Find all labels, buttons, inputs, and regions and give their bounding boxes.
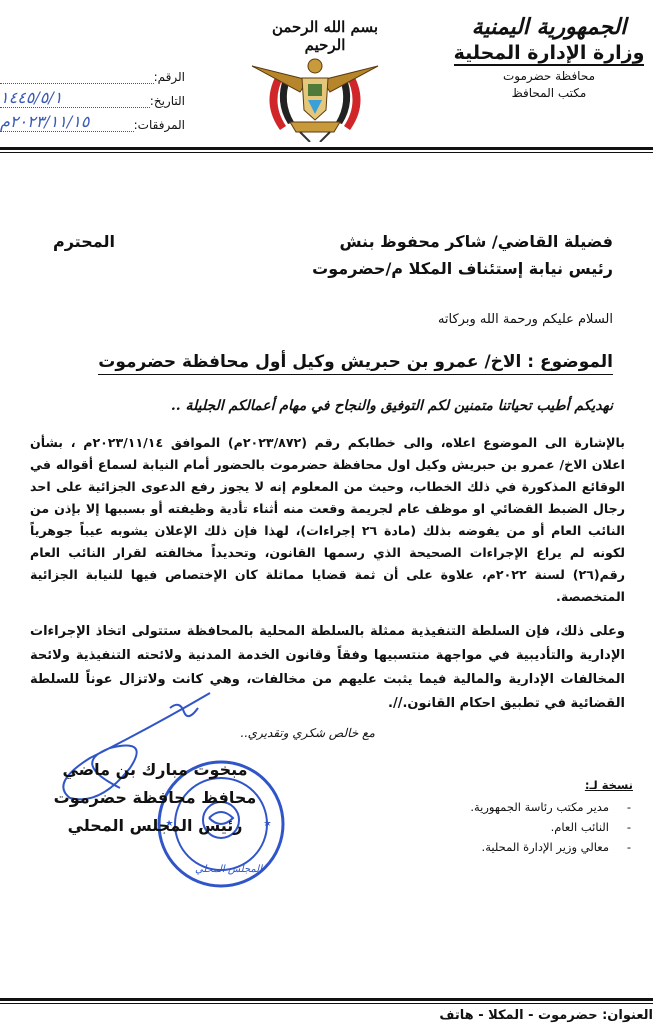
number-value: [0, 83, 154, 84]
office-name: مكتب المحافظ: [511, 86, 587, 100]
signatory-title: محافظ محافظة حضرموت: [53, 788, 257, 807]
addressee-title: رئيس نيابة إستئناف المكلا م/حضرموت: [312, 259, 613, 278]
reference-fields: [0, 60, 185, 132]
country-name: الجمهورية اليمنية: [471, 14, 627, 40]
closing-line: مع خالص شكري وتقديري..: [240, 726, 375, 740]
date-value: ١٤٤٥/٥/١: [0, 88, 150, 108]
subject-line: الموضوع : الاخ/ عمرو بن حبريش وكيل أول محافظة حضرموت: [98, 352, 613, 375]
date-field: [0, 84, 185, 108]
governorate-name: محافظة حضرموت: [502, 69, 596, 83]
attachments-label: المرفقات:: [133, 118, 185, 132]
number-field: [0, 60, 185, 84]
date-label: التاريخ:: [149, 94, 185, 108]
greeting: السلام عليكم ورحمة الله وبركاته: [437, 312, 613, 327]
footer-divider: [0, 998, 653, 1001]
signatory-role: رئيس المجلس المحلي: [67, 816, 243, 835]
attachments-field: [0, 108, 185, 132]
yemen-eagle-emblem-icon: [250, 52, 380, 142]
copy-item: - معالي وزير الإدارة المحلية.: [403, 840, 633, 854]
attachments-value: ٢٠٢٣/١١/١٥م: [0, 112, 134, 132]
ministry-name: وزارة الإدارة المحلية: [453, 42, 645, 64]
copy-item: - مدير مكتب رئاسة الجمهورية.: [403, 800, 633, 814]
number-label: الرقم:: [153, 70, 185, 84]
footer-divider-thin: [0, 1003, 653, 1004]
intro-line: نهديكم أطيب تحياتنا متمنين لكم التوفيق والنجاح في مهام أعمالكم الجليلة ..: [170, 398, 613, 414]
copies-list: [403, 778, 633, 860]
basmala: بسم الله الرحمن الرحيم: [271, 18, 379, 54]
signature-area: [30, 748, 633, 898]
signatory-block: [15, 756, 295, 840]
letterhead-right: [449, 14, 649, 100]
signatory-name: مبخوت مبارك بن ماضي: [62, 760, 248, 779]
letter-body: [30, 432, 633, 898]
addressee-name: فضيلة القاضي/ شاكر محفوظ بنش: [339, 232, 613, 251]
body-paragraph-1: بالإشارة الى الموضوع اعلاه، والى خطابكم رقم (٢٠٢٣/٨٧٢م) الموافق ٢٠٢٣/١١/١٤م ، بشأن اعلان الاخ/ عمرو بن حبريش وكيل اول محافظة حضرموت بالحضور أمام النيابة لسماع أقواله في الوقائع المذكورة في ذلك الخطاب، وحيث من المعلوم إنه لا يجوز رفع الدعوى الجزائية على احد رجال الضبط القضائي او موظف عام لجريمة وقعت منه أثناء تأدية وظيفته أو بسببها إلا بإذن من النائب العام أو من يفوضه بذلك (مادة ٢٦ إجراءات)، لهذا فإن ذلك الإعلان يشوبه عيباً جوهرياً لكونه لم يراع الإجراءات الصحيحة الذي رسمها القانون، وتحديداً مخالفته لقرار النائب العام رقم(٢٦) لسنة ٢٠٢٢م، علاوة على أن ثمة قضايا مماثلة كان الإختصاص فيها للنيابة الجزائية المتخصصة.: [30, 435, 626, 604]
copies-title: نسخة لـ:: [584, 778, 633, 792]
footer-address: العنوان: حضرموت - المكلا - هاتف: [439, 1008, 653, 1023]
addressee-honorific: المحترم: [53, 232, 115, 251]
header-divider: [0, 147, 653, 150]
stamp-text: المجلس المحلي: [195, 864, 263, 875]
header-divider-thin: [0, 152, 653, 153]
body-paragraph-2: وعلى ذلك، فإن السلطة التنفيذية ممثلة بالسلطة المحلية بالمحافظة ستتولى اتخاذ الإجراءات الإدارية والتأديبية في مواجهة منتسبيها وفقاً وقانون الخدمة المدنية ولائحته التنفيذية ولائحة المخالفات الإدارية والمالية فيما يثبت عليهم من مخالفات، وهي كانت ولاتزال عوناً للسلطة القضائية في تطبيق احكام القانون.//.: [30, 624, 625, 711]
copy-item: - النائب العام.: [403, 820, 633, 834]
addressee-block: [53, 232, 613, 286]
